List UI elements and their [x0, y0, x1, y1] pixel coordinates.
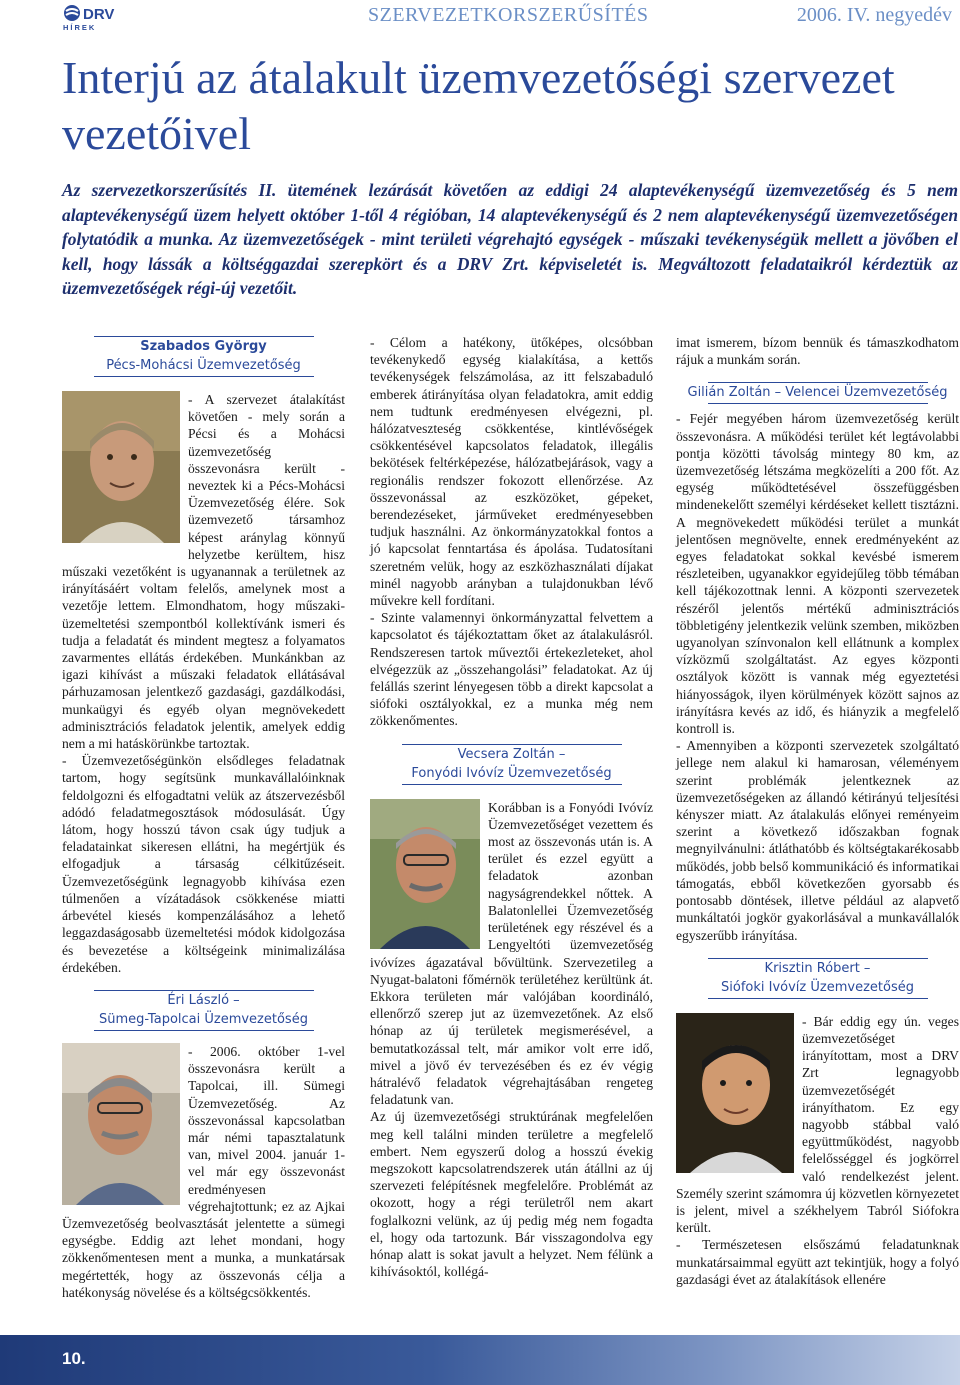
- person-name: Éri László –: [167, 992, 240, 1008]
- portrait-photo-szabados: [62, 391, 180, 543]
- page-header: [0, 0, 960, 34]
- person-name: Gilián Zoltán – Velencei Üzemvezetőség: [687, 385, 948, 401]
- person-heading-vecsera: [370, 744, 653, 785]
- page-number: 10.: [62, 1349, 86, 1368]
- section-label: SZERVEZETKORSZERŰSÍTÉS: [368, 4, 649, 26]
- article-intro: Az szervezetkorszerűsítés II. ütemének lezárását követően az eddigi 24 alaptevékenységű üzemvezetőség és 5 nem alaptevékenységű üzem helyett október 1-től 4 régióban, 14 alaptevékenységű és 2 nem alaptevékenységű üzemvezetőségen folytatódik a munka. Az üzemvezetőségek - mint területi végrehajtó egységek - műszaki tevékenységük mellett a jövőben el kell, hogy lássák a költséggazdai szerepkört és a DRV Zrt. képviseletét is. Megváltozott feladataikról kérdeztük az üzemvezetőségek régi-új vezetőit.: [62, 180, 958, 298]
- interview-paragraph: - Üzemvezetőségünkön elsődleges feladatnak tartom, hogy segítsünk munkavállalóinknak feldolgozni és elfogadtatni velük az átszervezésből adódó feladatmegosztások módosulását. Úgy látom, hogy hosszú távon csak úgy tudjuk a feladatainkat sikeresen ellátni, ha megértjük és elfogadjuk a társaság célkitűzéseit. Üzemvezetőségünk legnagyobb kihívása ezen túlmenően a vízátadások csökkenése miatti árbevétel kiesés kompenzálásához a lehető leggazdaságosabb üzemeltetési módok kidolgozása és bevezetése a költségeink minimalizálása érdekében.: [62, 753, 345, 975]
- person-heading-krisztin: [676, 958, 959, 999]
- column-1: [62, 336, 345, 1301]
- article-title: Interjú az átalakult üzemvezetőségi szervezet vezetőivel: [62, 52, 895, 159]
- heading-rule: [94, 376, 314, 377]
- column-2: [370, 334, 653, 1280]
- person-heading-szabados: [62, 336, 345, 377]
- interview-paragraph: Az új üzemvezetőségi struktúrának megfelelően meg kell találni minden területre a megfelelő embert. Nem egyszerű dolog a hosszú évekig megszokott kapcsolatrendszerek után átállni az új szervezeti felépítésnek megfelelőre. Problémát az okozott, hogy a régi területről nem akart foglalkozni velünk, az új pedig még nem fogadta el, hogy oda tartozunk. Bár visszagondolva egy hónap alatt is sokat javult a helyzet. Nem félünk a kihívásoktól, kollégá-: [370, 1109, 653, 1280]
- heading-rule: [708, 403, 928, 404]
- portrait-photo-krisztin: [676, 1013, 794, 1173]
- interview-paragraph: - Szinte valamennyi önkormányzattal felvettem a kapcsolatot és tájékoztattam őket az átalakulásról. Rendszeresen tartok műveztői értekezleteket, ahol elvégezzük az „összehangolási” feladatokat. Az új felállás szerint lényegesen több a direkt kapcsolat a siófoki osztályokkal, ez a munka még nem zökkenőmentes.: [370, 610, 653, 729]
- person-heading-eri: [62, 990, 345, 1031]
- person-name: Krisztin Róbert –: [764, 960, 871, 976]
- interview-paragraph: - 2006. október 1-vel összevonásra került a Tapolcai, ill. Sümegi Üzemvezetőség. Az összevonással kapcsolatban már némi tapasztalatunk van, mivel 2004. január 1-vel már egy összevonást eredményesen végrehajtottunk; ez az Ajkai Üzemvezetőség beolvasztását jelentette a sümegi egységbe. Eddig azt lehet mondani, hogy zökkenőmentesen ment a munka, a munkatársak megértették, hogy az összevonás célja a hatékonyság növelése és a költségcsökkentés.: [62, 1043, 345, 1300]
- svg-text:DRV: DRV: [83, 6, 115, 23]
- interview-paragraph: - Amennyiben a központi szervezetek szolgáltató jellege nem alakul ki hamarosan, véleményem szerint problémák jelentkeznek az üzemvezetőségeken az állandó kétirányú teljesítési kényszer miatt. Az átalakulás előnyei reményeim szerint a következő időszakban fognak megnyilvánulni: átláthatóbb és költségtakarékosabb működés, jobb belső kommunikáció és informatikai támogatás, ebből következően gyorsabb és pontosabb döntések, illetve például az alapvető munkáltatói jogkör gyakorlásával a munkavállalók egyszerűbb irányítása.: [676, 738, 959, 943]
- heading-rule: [402, 784, 622, 785]
- interview-paragraph: - A szervezet átalakítást követően - mely során a Pécsi és a Mohácsi üzemvezetőség összevonásra került - neveztek ki a Pécs-Mohácsi Üzemvezetőség élére. Sok üzemvezető társamhoz képest aránylag könnyű helyzetbe kerültem, hisz műszaki vezetőként is ugyanannak a területnek az irányításáért voltam felelős, amelynek most a vezetője lettem. Elmondhatom, hogy műszaki-üzemeltetési szempontból kollektívánk ismeri és tudja a feladatát és mindent megtesz a folyamatos zavarmentes ellátás érdekében. Munkánkban az igazi kihívást a műszaki feladatok ellátásával párhuzamosan jelentkező gazdasági, gazdálkodási, munkaügyi és egyéb olyan megnövekedett adminisztrációs feladatok jelentik, amelyek eddig nem a mi hatáskörünkbe tartoztak.: [62, 392, 345, 752]
- heading-rule: [94, 1030, 314, 1031]
- interview-paragraph: - Bár eddig egy ún. veges üzemvezetőséget irányítottam, most a DRV Zrt legnagyobb üzemvezetőségét irányíthatom. Ez egy nagyobb stábbal való együttműködést, nagyobb felelősséggel és jogkörrel való rendelkezést jelent. Személy szerint számomra új közvetlen környezetet is jelent, mivel a székhelyem Tabról Siófokra került.: [676, 1013, 959, 1236]
- person-unit: Fonyódi Ivóvíz Üzemvezetőség: [411, 765, 612, 781]
- person-unit: Siófoki Ivóvíz Üzemvezetőség: [721, 979, 914, 995]
- drv-logo: [62, 3, 126, 31]
- svg-text:HÍREK: HÍREK: [63, 23, 97, 31]
- heading-rule: [708, 998, 928, 999]
- person-unit: Sümeg-Tapolcai Üzemvezetőség: [99, 1011, 308, 1027]
- interview-paragraph: - Célom a hatékony, ütőképes, olcsóbban tevékenykedő egység kialakítása, a kettős tevékenységek felszámolása, az itt felszabaduló emberek átirányítása olyan feladatokra, amit eddig nem tudtunk eredményesen elvégezni, pl. hálózatveszteség csökkentése, kintlévőségek csökkentésével kapcsolatos feladatok, illegális bekötések feltérképezése, hálózatbejárások, vagy a regionális rendszer fokozott ellenőrzése. Az összevonással az eszközöket, gépeket, berendezéseket, járműveket eredményesebben tudjuk használni. Az önkormányzatokkal fontos a jó kapcsolat fenntartása és ápolása. Tudatosítani szeretném velük, hogy az eszközhasználati díjakat minél nagyobb arányban a tulajdonukban lévő művekre kell fordítani.: [370, 335, 653, 609]
- interview-paragraph: Korábban is a Fonyódi Ivóvíz Üzemvezetőséget vezettem és most az összevonás után is. A terület és ezzel együtt a feladatok azonban nagyságrendekkel nőttek. A Balatonlellei Üzemvezetőség területének egy részével és a Lengyeltóti üzemvezetőség ivóvízes ágazatával bővültünk. Szervezetileg a Nyugat-balatoni főmérnök területéhez kerültünk át. Ekkora területen már valójában koordináló, ellenőrző szerep jut az üzemvezetőnek. Az első hónap az új területek megismerésével, a bemutatkozással telt, már amikor volt erre idő, mivel a jövő év tervezésében és ez év végig hátralévő feladatok végrehajtásában rengeteg feladatunk van.: [370, 799, 653, 1108]
- interview-paragraph: - Fejér megyében három üzemvezetőség került összevonásra. A működési terület két legtávolabbi pontja közötti távolság mintegy 80 km, az üzemvezetőség létszáma megközelíti a 200 főt. Az egység működtetésével összefüggésben mindenekelőtt személyi kérdéseket kellett tisztázni. A megnövekedett működési terület a munkát jelentősen megnövelte, ennek eredményeként az egyes feladatokat sokkal kevésbé ismerem részleteiben, ugyanakkor egyidejűleg több témában kell tájékozottnak lenni. A központi szervezetek részéről jelentős mértékű adminisztrációs többletigény jelentkezik velünk szemben, miközben ugyanolyan színvonalon kell ellátnunk a komplex vízközmű szolgáltatást. Az egyes központi osztályok között is vannak még egyeztetési hiányosságok, ilyen körülmények között sajnos az irányításra kevés az idő, és hiányzik a megfelelő kontroll is.: [676, 411, 959, 737]
- person-unit: Pécs-Mohácsi Üzemvezetőség: [106, 358, 301, 373]
- portrait-photo-vecsera: [370, 799, 480, 949]
- person-heading-gilian: [676, 382, 959, 404]
- interview-paragraph: imat ismerem, bízom bennük és támaszkodhatom rájuk a munkám során.: [676, 335, 959, 368]
- column-3: [676, 334, 959, 1288]
- interview-paragraph: - Természetesen elsőszámú feladatunknak munkatársaimmal együtt azt tekintjük, hogy a folyó gazdasági évet az átalakítások ellenére: [676, 1237, 959, 1287]
- issue-label: 2006. IV. negyedév: [796, 4, 952, 26]
- person-name: Szabados György: [140, 339, 267, 354]
- person-name: Vecsera Zoltán –: [457, 746, 566, 762]
- footer-bar: [0, 1335, 960, 1385]
- portrait-photo-eri: [62, 1043, 180, 1205]
